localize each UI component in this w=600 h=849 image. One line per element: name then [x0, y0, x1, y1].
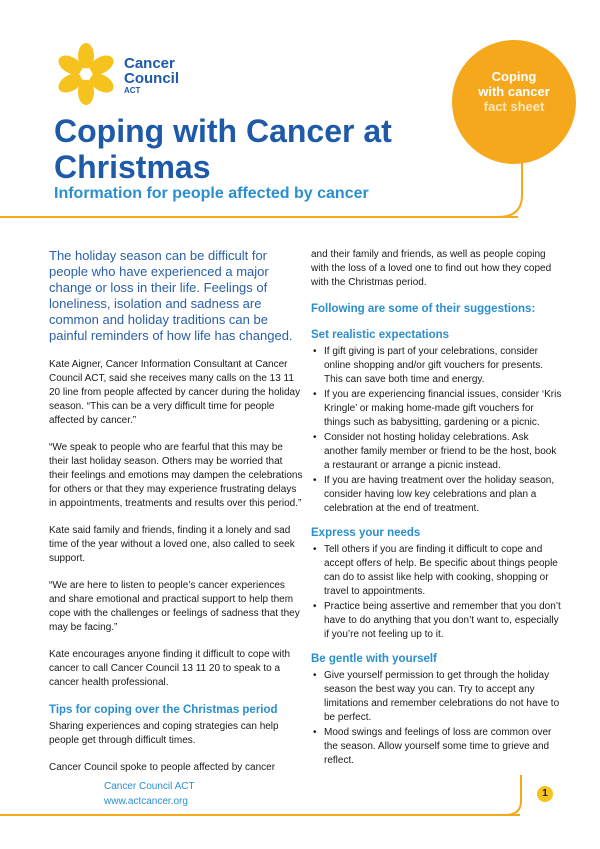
badge-line-1: Coping — [491, 69, 537, 84]
bullet-list — [311, 543, 563, 642]
bullet-list — [311, 345, 563, 516]
list-item: • Mood swings and feelings of loss are common over the season. Allow yourself some time to grieve and reflect. — [311, 726, 563, 768]
intro-paragraph: The holiday season can be difficult for people who have experienced a major change or loss in their life. Feelings of loneliness, isolation and sadness are common and holiday traditions can be painful reminders of how life has changed. — [49, 248, 293, 343]
list-item: • If gift giving is part of your celebrations, consider online shopping and/or gift vouchers for presents. This can save both time and energy. — [311, 345, 563, 387]
list-item: • Consider not hosting holiday celebrations. Ask another family member or friend to be the host, book a restaurant or arrange a picnic instead. — [311, 431, 563, 473]
body-paragraph: “We speak to people who are fearful that this may be their last holiday season. Others may be worried that their feelings and emotions may dampen the celebrations for others or that they may experience frustrating delays in appointments, treatments and results over this period.” — [49, 442, 303, 509]
body-paragraph: Kate said family and friends, finding it a lonely and sad time of the year without a loved one, also called to seek support. — [49, 525, 295, 564]
logo-line-1: Cancer — [124, 55, 175, 72]
right-column — [311, 248, 563, 778]
header-divider-curve — [497, 150, 527, 218]
suggestions-heading: Following are some of their suggestions: — [311, 303, 536, 315]
footer-url[interactable]: www.actcancer.org — [104, 796, 188, 807]
body-paragraph: Kate Aigner, Cancer Information Consultant at Cancer Council ACT, said she receives many calls on the 13 11 20 line from people affected by cancer during the holiday season. “This can be a very difficult time for people affected by cancer.” — [49, 359, 301, 426]
logo-line-2: Council — [124, 70, 179, 87]
section-heading: Express your needs — [311, 527, 421, 539]
footer — [104, 779, 195, 809]
list-item: • If you are experiencing financial issues, consider ‘Kris Kringle’ or making home-made gift vouchers for things such as babysitting, gardening or a picnic. — [311, 388, 563, 430]
header-divider — [0, 216, 518, 218]
fact-sheet-badge — [452, 40, 576, 164]
cancer-council-logo — [54, 42, 204, 112]
body-paragraph: and their family and friends, as well as people coping with the loss of a loved one to find out how they coped with the Christmas period. — [311, 249, 552, 288]
left-column — [49, 248, 303, 788]
tips-heading: Tips for coping over the Christmas period — [49, 704, 278, 716]
badge-line-2: with cancer — [478, 84, 550, 99]
logo-line-3: ACT — [124, 86, 141, 95]
body-paragraph: Sharing experiences and coping strategies can help people get through difficult times. — [49, 721, 279, 746]
body-paragraph: “We are here to listen to people’s cancer experiences and share emotional and practical support to help them cope with the challenges or feelings of sadness that they may be facing.” — [49, 580, 300, 633]
list-item: • Give yourself permission to get through the holiday season the best way you can. Try to accept any limitations and remember celebrations do not have to be perfect. — [311, 669, 563, 725]
body-paragraph: Kate encourages anyone finding it difficult to cope with cancer to call Cancer Council 13 11 20 to speak to a cancer health professional. — [49, 649, 291, 688]
page-number: 1 — [537, 786, 553, 802]
list-item: • Practice being assertive and remember that you don’t have to do anything that you don’t want to, especially if you’re not feeling up to it. — [311, 600, 563, 642]
logo-wordmark — [124, 56, 179, 95]
list-item: • If you are having treatment over the holiday season, consider having low key celebrations and plan a celebration at the end of treatment. — [311, 474, 563, 516]
list-item: • Tell others if you are finding it difficult to cope and accept offers of help. Be specific about things people can do to assist like help with cooking, shopping or travel to appointments. — [311, 543, 563, 599]
bullet-list — [311, 669, 563, 768]
section-heading: Set realistic expectations — [311, 329, 450, 341]
section-heading: Be gentle with yourself — [311, 653, 437, 665]
page-title: Coping with Cancer at Christmas — [54, 113, 392, 185]
footer-divider — [0, 814, 520, 816]
badge-line-3: fact sheet — [483, 99, 545, 114]
daffodil-icon — [54, 42, 118, 106]
body-paragraph: Cancer Council spoke to people affected by cancer — [49, 762, 276, 773]
footer-org: Cancer Council ACT — [104, 781, 195, 792]
footer-divider-curve — [505, 775, 527, 817]
page-subtitle: Information for people affected by cancer — [54, 185, 369, 202]
